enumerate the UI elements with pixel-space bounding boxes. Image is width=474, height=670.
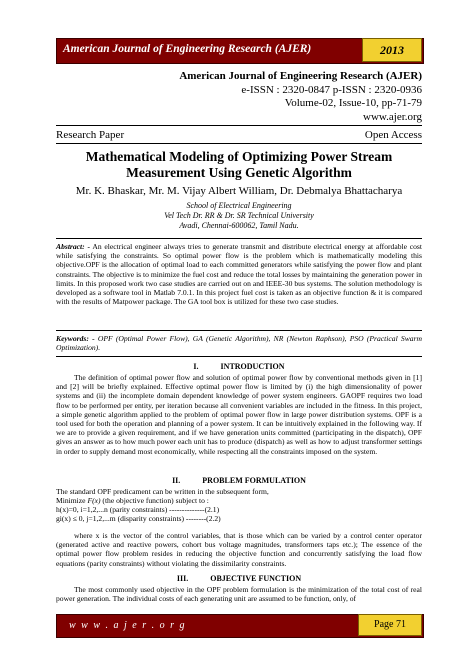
title-line-1: Mathematical Modeling of Optimizing Power Stream — [85, 149, 393, 164]
paper-type-row — [56, 129, 422, 141]
equation-2-1: h(x)=0, i=1,2,...n (parity constraints) --------------(2.1) — [56, 505, 220, 514]
keywords-text: OPF (Optimal Power Flow), GA (Genetic Algorithm), NR (Newton Raphson), PSO (Practical Swarm Optimization). — [56, 334, 422, 353]
minimize-text: Minimize — [56, 496, 88, 505]
section-objective-heading — [56, 574, 422, 583]
divider-bottom — [56, 143, 422, 144]
abstract-rule-bottom — [56, 330, 422, 331]
affiliation-line-3: Avadi, Chennai-600062, Tamil Nadu. — [179, 221, 299, 230]
section-introduction-heading — [56, 362, 422, 371]
access-label: Open Access — [364, 129, 422, 141]
section-title: OBJECTIVE FUNCTION — [210, 574, 302, 583]
banner-year: 2013 — [362, 38, 422, 62]
title-line-2: Measurement Using Genetic Algorithm — [126, 165, 352, 180]
equation-2-2: gi(x) ≤ 0, j=1,2,...m (disparity constraints) --------(2.2) — [56, 514, 221, 523]
minimize-subject: (the objective function) subject to : — [100, 496, 209, 505]
keywords-label: Keywords: - — [56, 334, 95, 343]
divider-top — [56, 125, 422, 126]
objective-text: The most commonly used objective in the OPF problem formulation is the minimization of the total cost of real power generation. The individual costs of each generating unit are assumed to be function, only, of — [56, 585, 422, 604]
journal-volume: Volume-02, Issue-10, pp-71-79 — [284, 97, 422, 109]
paper-type-label: Research Paper — [56, 129, 125, 141]
journal-issn: e-ISSN : 2320-0847 p-ISSN : 2320-0936 — [241, 83, 422, 96]
abstract-rule-top — [56, 238, 422, 239]
objective-fx: F(x) — [87, 496, 101, 505]
journal-name: American Journal of Engineering Research (AJER) — [179, 70, 422, 82]
section-problem-heading — [56, 476, 422, 485]
keywords-rule — [56, 356, 422, 357]
section-number: II. — [172, 476, 181, 485]
abstract-label: Abstract: - — [56, 242, 90, 251]
affiliation-line-2: Vel Tech Dr. RR & Dr. SR Technical University — [164, 211, 314, 220]
keywords — [56, 334, 422, 352]
abstract — [56, 242, 422, 306]
journal-info — [179, 70, 422, 124]
problem-text: where x is the vector of the control variables, that is those which can be varied by a control center operator (generated active and reactive powers, cohort bus voltage magnitudes, transformers taps etc.); The essence of the optimal power flow problem resides in reducing the objective function and concurrently satisfying the load flow equations (parity constraints) without violating the dissimilarity constraints. — [56, 531, 422, 568]
abstract-text: An electrical engineer always tries to generate transmit and distribute electrical energy at affordable cost while satisfying the constraints. So optimal power flow is the problem which is mathematically modeling this objective.OPF is the allocation of optimal load to each committed generators while satisfying the power flow and plant constraints. The objective is to minimize the fuel cost and reduce the total losses by maintaining the generation power in limits. In this proposed work two case studies are carried out on and IEEE-30 bus systems. The solution methodology is developed as a software tool in Matlab 7.0.1. In this project fuel cost is taken as an objective function & it is compared with the results of Matpower package. The GA tool box is utilized for these two case studies. — [56, 242, 422, 307]
section-number: III. — [176, 574, 189, 583]
section-number: I. — [193, 362, 199, 371]
affiliation-line-1: School of Electrical Engineering — [186, 201, 292, 210]
section-title: INTRODUCTION — [220, 362, 285, 371]
footer-site[interactable]: w w w . a j e r . o r g — [69, 620, 187, 631]
authors: Mr. K. Bhaskar, Mr. M. Vijay Albert William, Dr. Debmalya Bhattacharya — [75, 185, 403, 197]
introduction-text: The definition of optimal power flow and solution of optimal power flow by conventional methods given in [1] and [2] will be briefly explained. Effective optimal power flow is limited by (i) the high dimensionality of power systems and (ii) the incomplete domain dependent knowledge of power system engineers. GAOPF requires two load flow to be performed per entity, per iteration because all convenient variables are included in the fitness. In this project, a simple genetic algorithm applied to the problem of optimal power flow in large power distribution systems. OPF is a tool used for both the operation and planning of a power system. It can be intuitively explained in the following way. If we are to provide a given requirement, and if we have generation units committed (participating in the dispatch), OPF gives an answer as to how much power each unit has to produce (dispatch) as well as how to adjust transformer settings in order to supply demand most economically, while respecting all the constraints imposed on the system. — [56, 373, 422, 456]
section-title: PROBLEM FORMULATION — [202, 476, 306, 485]
problem-intro-line: The standard OPF predicament can be written in the subsequent form, — [56, 487, 269, 496]
banner-title: American Journal of Engineering Research (AJER) — [63, 43, 312, 55]
page-number: Page 71 — [358, 614, 422, 636]
minimize-line — [56, 496, 209, 505]
paper-title — [56, 149, 422, 181]
journal-website[interactable]: www.ajer.org — [363, 110, 422, 123]
affiliation — [56, 201, 422, 231]
